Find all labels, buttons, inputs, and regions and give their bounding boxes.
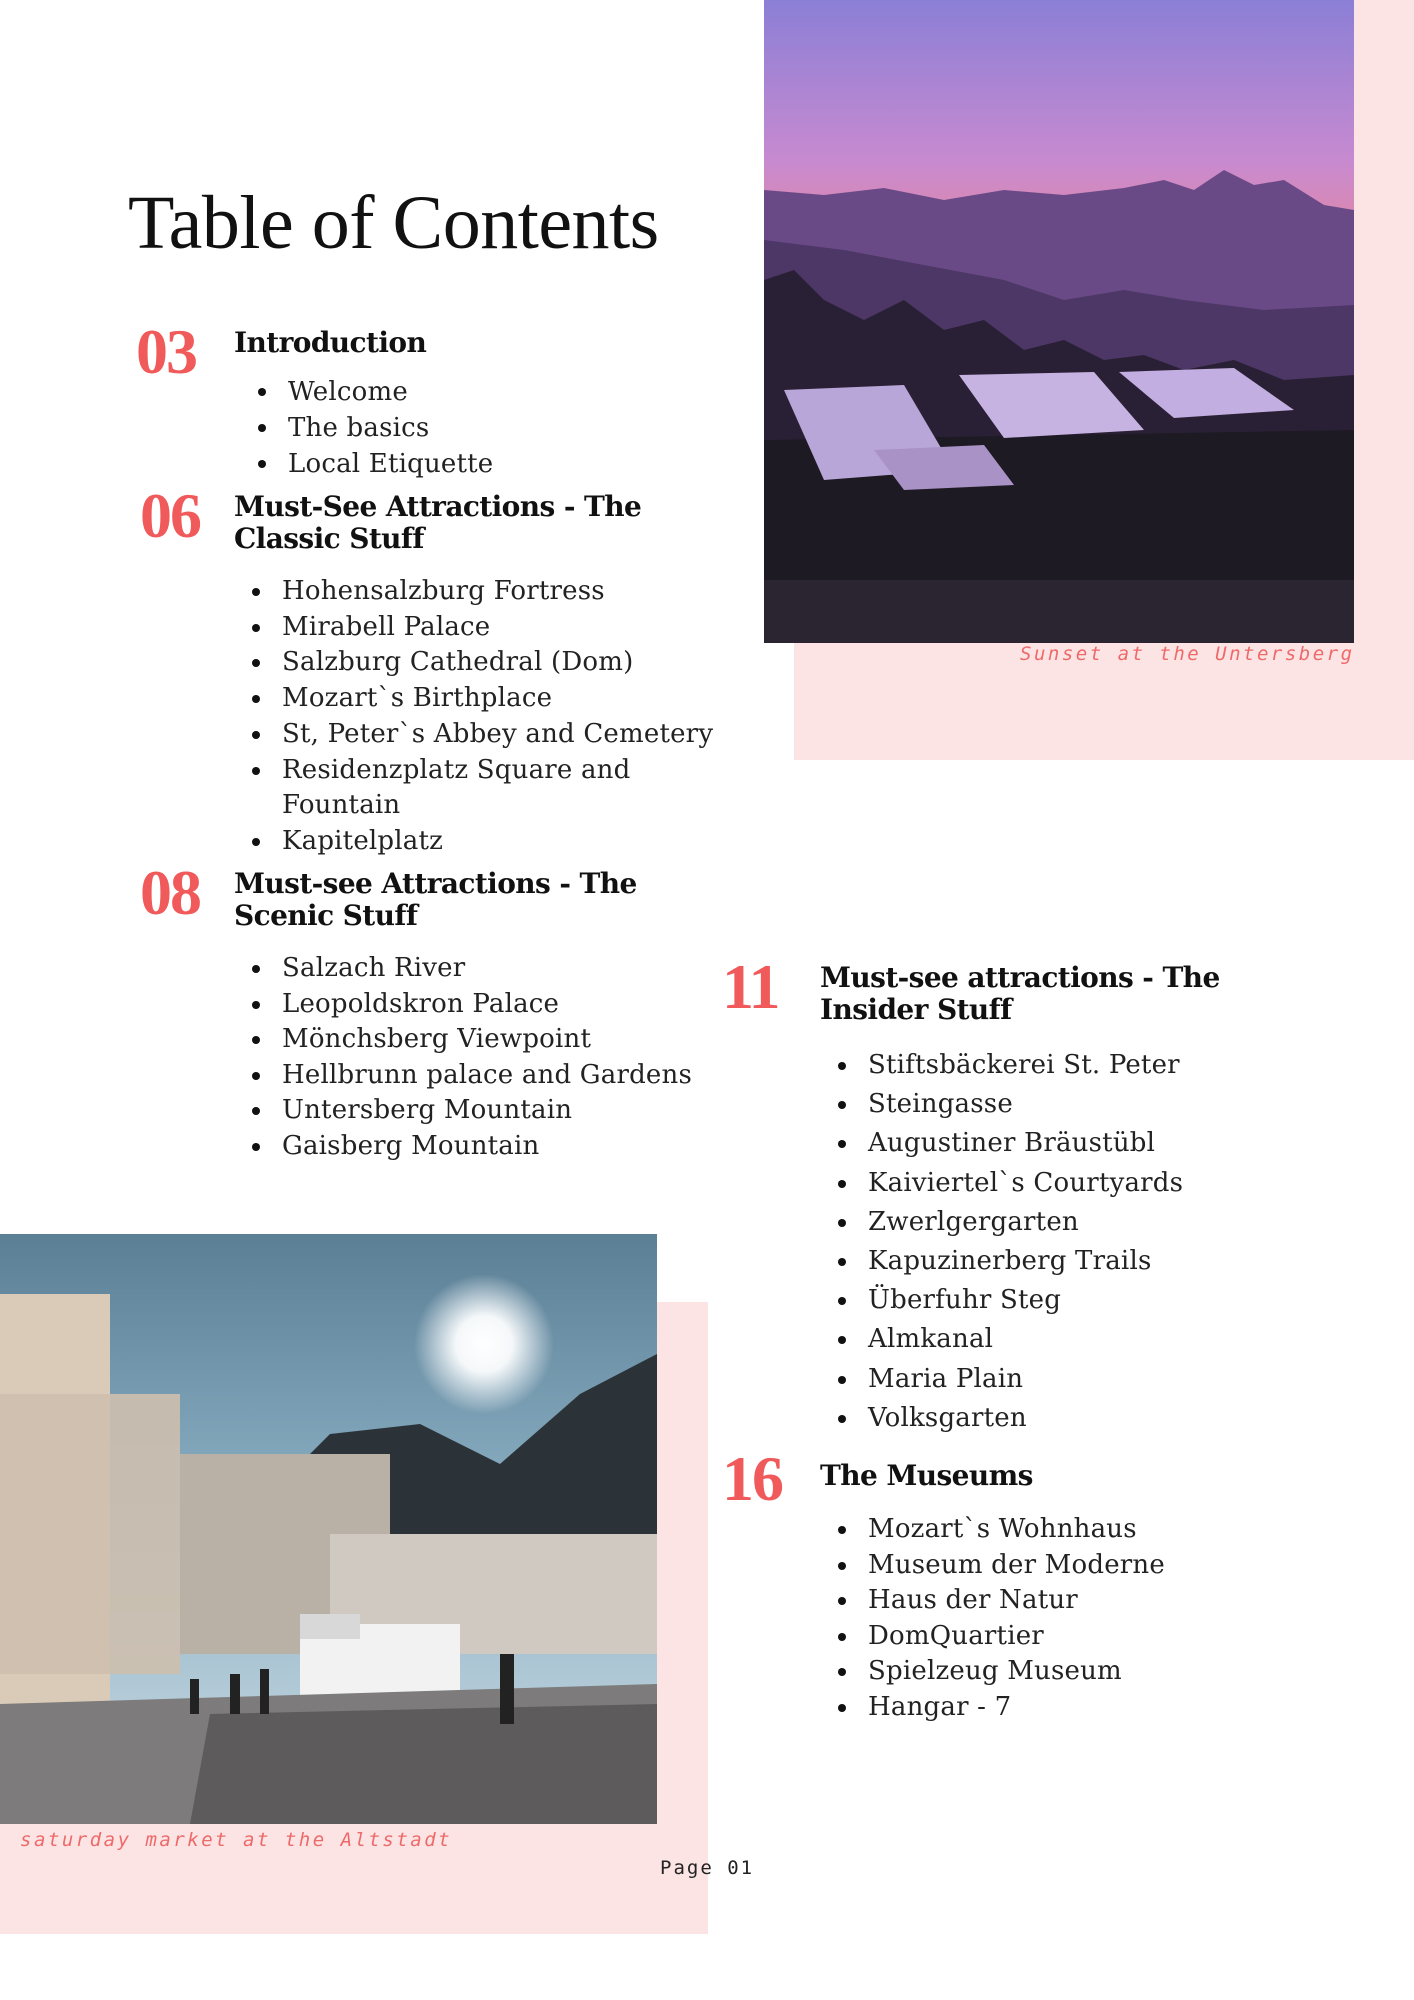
list-item: Local Etiquette [252, 446, 493, 482]
list-item: Kapitelplatz [246, 824, 713, 860]
list-item: Salzach River [246, 951, 692, 987]
list-item: Mozart`s Wohnhaus [832, 1512, 1165, 1548]
list-item: Residenzplatz Square and [246, 753, 713, 789]
section-heading [234, 491, 641, 555]
list-item: Kaiviertel`s Courtyards [832, 1164, 1183, 1203]
list-item: Mozart`s Birthplace [246, 681, 713, 717]
list-item: Salzburg Cathedral (Dom) [246, 645, 713, 681]
section-heading-line: Insider Stuff [820, 993, 1012, 1026]
list-item: Maria Plain [832, 1360, 1183, 1399]
list-item: The basics [252, 410, 493, 446]
page-title: Table of Contents [128, 181, 659, 265]
section-list [246, 574, 713, 860]
list-item: Zwerlgergarten [832, 1203, 1183, 1242]
list-item: Leopoldskron Palace [246, 987, 692, 1023]
list-item: Steingasse [832, 1085, 1183, 1124]
list-item: Kapuzinerberg Trails [832, 1242, 1183, 1281]
section-list [832, 1046, 1183, 1438]
section-heading [234, 868, 637, 932]
section-number: 16 [722, 1443, 782, 1514]
market-photo [0, 1234, 657, 1824]
section-list [246, 951, 692, 1165]
list-item-continuation: Fountain [282, 790, 401, 821]
list-item: Welcome [252, 374, 493, 410]
section-heading [820, 1460, 1033, 1492]
list-item: Gaisberg Mountain [246, 1129, 692, 1165]
section-number: 11 [722, 951, 779, 1022]
list-item: Hohensalzburg Fortress [246, 574, 713, 610]
list-item: Augustiner Bräustübl [832, 1124, 1183, 1163]
list-item: Mirabell Palace [246, 610, 713, 646]
list-item: Museum der Moderne [832, 1548, 1165, 1584]
list-item: Haus der Natur [832, 1583, 1165, 1619]
list-item: Spielzeug Museum [832, 1654, 1165, 1690]
section-heading-text: The Museums [820, 1459, 1033, 1492]
list-item: Überfuhr Steg [832, 1281, 1183, 1320]
section-heading-line: Classic Stuff [234, 522, 424, 555]
bottom-photo-caption: saturday market at the Altstadt [20, 1829, 453, 1851]
section-heading-text: Introduction [234, 326, 427, 359]
section-number: 08 [140, 857, 200, 928]
section-heading-line: Must-See Attractions - The [234, 490, 642, 523]
section-number: 06 [140, 480, 200, 551]
list-item: Volksgarten [832, 1399, 1183, 1438]
section-heading-line: Must-see attractions - The [820, 961, 1220, 994]
section-list [252, 374, 493, 482]
list-item: Hangar - 7 [832, 1690, 1165, 1726]
page-number: Page 01 [660, 1857, 755, 1879]
list-item: Mönchsberg Viewpoint [246, 1022, 692, 1058]
top-photo-caption: Sunset at the Untersberg [1020, 643, 1355, 665]
section-heading-line: Scenic Stuff [234, 899, 418, 932]
sunset-photo [764, 0, 1354, 643]
section-number: 03 [136, 316, 196, 387]
section-list [832, 1512, 1165, 1726]
section-heading [234, 327, 426, 359]
section-heading [820, 962, 1220, 1026]
list-item: Almkanal [832, 1320, 1183, 1359]
list-item: St, Peter`s Abbey and Cemetery [246, 717, 713, 753]
list-item: DomQuartier [832, 1619, 1165, 1655]
list-item: Stiftsbäckerei St. Peter [832, 1046, 1183, 1085]
list-item: Untersberg Mountain [246, 1093, 692, 1129]
section-heading-line: Must-see Attractions - The [234, 867, 637, 900]
list-item: Hellbrunn palace and Gardens [246, 1058, 692, 1094]
